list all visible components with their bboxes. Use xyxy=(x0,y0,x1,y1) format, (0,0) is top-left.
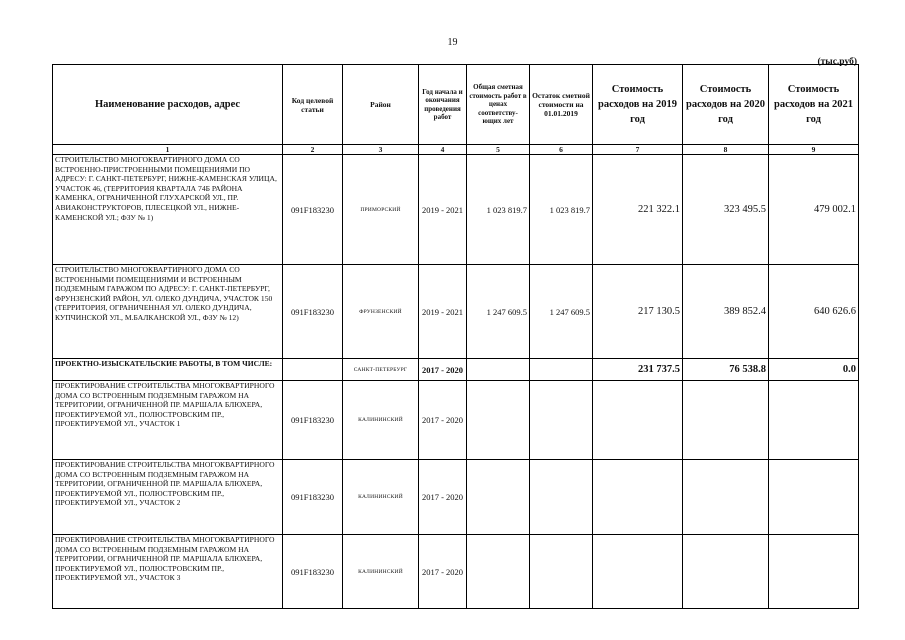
column-number: 2 xyxy=(283,145,343,155)
cost-2020 xyxy=(683,460,769,535)
header-code: Код целевой статьи xyxy=(283,65,343,145)
cost-2021 xyxy=(769,460,859,535)
cost-2020 xyxy=(683,381,769,460)
target-code: 091F183230 xyxy=(283,155,343,265)
column-number: 3 xyxy=(343,145,419,155)
column-number: 5 xyxy=(467,145,530,155)
cost-2019: 217 130.5 xyxy=(593,265,683,359)
remaining-cost xyxy=(530,460,593,535)
header-row xyxy=(53,65,859,145)
target-code: 091F183230 xyxy=(283,381,343,460)
cost-2019 xyxy=(593,535,683,609)
cost-2021: 479 002.1 xyxy=(769,155,859,265)
total-cost: 1 247 609.5 xyxy=(467,265,530,359)
district: КАЛИНИНСКИЙ xyxy=(343,381,419,460)
expense-name: ПРОЕКТИРОВАНИЕ СТРОИТЕЛЬСТВА МНОГОКВАРТИРНОГО ДОМА СО ВСТРОЕННЫМ ПОДЗЕМНЫМ ГАРАЖОМ НА ТЕРРИТОРИИ, ОГРАНИЧЕННОЙ ПР. МАРШАЛА БЛЮХЕРА, ПРОЕКТИРУЕМОЙ УЛ., ПОЛЮСТРОВСКИМ ПР., ПРОЕКТИРУЕМОЙ УЛ., УЧАСТОК 1 xyxy=(53,381,283,460)
total-cost xyxy=(467,535,530,609)
cost-2019 xyxy=(593,460,683,535)
remaining-cost: 1 023 819.7 xyxy=(530,155,593,265)
cost-2021: 0.0 xyxy=(769,359,859,381)
remaining-cost: 1 247 609.5 xyxy=(530,265,593,359)
header-total-cost: Общая сметная стоимость работ в ценах соответству-ющих лет xyxy=(467,65,530,145)
total-cost xyxy=(467,359,530,381)
district: ПРИМОРСКИЙ xyxy=(343,155,419,265)
target-code: 091F183230 xyxy=(283,535,343,609)
expense-name: СТРОИТЕЛЬСТВО МНОГОКВАРТИРНОГО ДОМА СО ВСТРОЕННЫМИ ПОМЕЩЕНИЯМИ И ВСТРОЕННЫМ ПОДЗЕМНЫМ ГАРАЖОМ ПО АДРЕСУ: Г. САНКТ-ПЕТЕРБУРГ, ФРУНЗЕНСКИЙ РАЙОН, УЛ. ОЛЕКО ДУНДИЧА, УЧАСТОК 150 (ТЕРРИТОРИЯ, ОГРАНИЧЕННАЯ УЛ. ОЛЕКО ДУНДИЧА, КУПЧИНСКОЙ УЛ., М.БАЛКАНСКОЙ УЛ., ФЗУ № 12) xyxy=(53,265,283,359)
header-cost-2019: Стоимость расходов на 2019 год xyxy=(593,65,683,145)
target-code: 091F183230 xyxy=(283,265,343,359)
district: КАЛИНИНСКИЙ xyxy=(343,535,419,609)
work-years: 2017 - 2020 xyxy=(419,460,467,535)
work-years: 2017 - 2020 xyxy=(419,535,467,609)
cost-2019: 221 322.1 xyxy=(593,155,683,265)
district: САНКТ-ПЕТЕРБУРГ xyxy=(343,359,419,381)
header-district: Район xyxy=(343,65,419,145)
expenses-table xyxy=(52,64,859,609)
column-number: 1 xyxy=(53,145,283,155)
table-row xyxy=(53,155,859,265)
table-row xyxy=(53,265,859,359)
cost-2019: 231 737.5 xyxy=(593,359,683,381)
cost-2020: 76 538.8 xyxy=(683,359,769,381)
district: КАЛИНИНСКИЙ xyxy=(343,460,419,535)
cost-2020 xyxy=(683,535,769,609)
cost-2019 xyxy=(593,381,683,460)
table-row xyxy=(53,535,859,609)
cost-2020: 389 852.4 xyxy=(683,265,769,359)
remaining-cost xyxy=(530,359,593,381)
work-years: 2019 - 2021 xyxy=(419,155,467,265)
header-cost-2020: Стоимость расходов на 2020 год xyxy=(683,65,769,145)
column-number-row xyxy=(53,145,859,155)
expense-name: ПРОЕКТНО-ИЗЫСКАТЕЛЬСКИЕ РАБОТЫ, В ТОМ ЧИСЛЕ: xyxy=(53,359,283,381)
column-number: 9 xyxy=(769,145,859,155)
column-number: 4 xyxy=(419,145,467,155)
cost-2020: 323 495.5 xyxy=(683,155,769,265)
remaining-cost xyxy=(530,535,593,609)
cost-2021 xyxy=(769,381,859,460)
cost-2021: 640 626.6 xyxy=(769,265,859,359)
unit-label: (тыс.руб) xyxy=(817,57,857,67)
remaining-cost xyxy=(530,381,593,460)
work-years: 2019 - 2021 xyxy=(419,265,467,359)
column-number: 7 xyxy=(593,145,683,155)
table-row xyxy=(53,359,859,381)
work-years: 2017 - 2020 xyxy=(419,359,467,381)
total-cost xyxy=(467,460,530,535)
expense-name: ПРОЕКТИРОВАНИЕ СТРОИТЕЛЬСТВА МНОГОКВАРТИРНОГО ДОМА СО ВСТРОЕННЫМ ПОДЗЕМНЫМ ГАРАЖОМ НА ТЕРРИТОРИИ, ОГРАНИЧЕННОЙ ПР. МАРШАЛА БЛЮХЕРА, ПРОЕКТИРУЕМОЙ УЛ., ПОЛЮСТРОВСКИМ ПР., ПРОЕКТИРУЕМОЙ УЛ., УЧАСТОК 3 xyxy=(53,535,283,609)
expense-name: ПРОЕКТИРОВАНИЕ СТРОИТЕЛЬСТВА МНОГОКВАРТИРНОГО ДОМА СО ВСТРОЕННЫМ ПОДЗЕМНЫМ ГАРАЖОМ НА ТЕРРИТОРИИ, ОГРАНИЧЕННОЙ ПР. МАРШАЛА БЛЮХЕРА, ПРОЕКТИРУЕМОЙ УЛ., ПОЛЮСТРОВСКИМ ПР., ПРОЕКТИРУЕМОЙ УЛ., УЧАСТОК 2 xyxy=(53,460,283,535)
target-code xyxy=(283,359,343,381)
header-years: Год начала и окончания проведения работ xyxy=(419,65,467,145)
expense-name: СТРОИТЕЛЬСТВО МНОГОКВАРТИРНОГО ДОМА СО ВСТРОЕННО-ПРИСТРОЕННЫМИ ПОМЕЩЕНИЯМИ ПО АДРЕСУ: Г. САНКТ-ПЕТЕРБУРГ, НИЖНЕ-КАМЕНСКАЯ УЛИЦА, УЧАСТОК 46, (ТЕРРИТОРИЯ КВАРТАЛА 74Б РАЙОНА КАМЕНКА, ОГРАНИЧЕННОЙ ГЛУХАРСКОЙ УЛ., ПР. АВИАКОНСТРУКТОРОВ, ПЛЕСЕЦКОЙ УЛ., НИЖНЕ-КАМЕНСКОЙ УЛ.; ФЗУ № 1) xyxy=(53,155,283,265)
header-remaining: Остаток сметной стоимости на 01.01.2019 xyxy=(530,65,593,145)
table-row xyxy=(53,460,859,535)
cost-2021 xyxy=(769,535,859,609)
header-name: Наименование расходов, адрес xyxy=(53,65,283,145)
header-cost-2021: Стоимость расходов на 2021 год xyxy=(769,65,859,145)
total-cost xyxy=(467,381,530,460)
column-number: 8 xyxy=(683,145,769,155)
district: ФРУНЗЕНСКИЙ xyxy=(343,265,419,359)
table-row xyxy=(53,381,859,460)
target-code: 091F183230 xyxy=(283,460,343,535)
total-cost: 1 023 819.7 xyxy=(467,155,530,265)
column-number: 6 xyxy=(530,145,593,155)
work-years: 2017 - 2020 xyxy=(419,381,467,460)
page-number: 19 xyxy=(447,37,458,48)
